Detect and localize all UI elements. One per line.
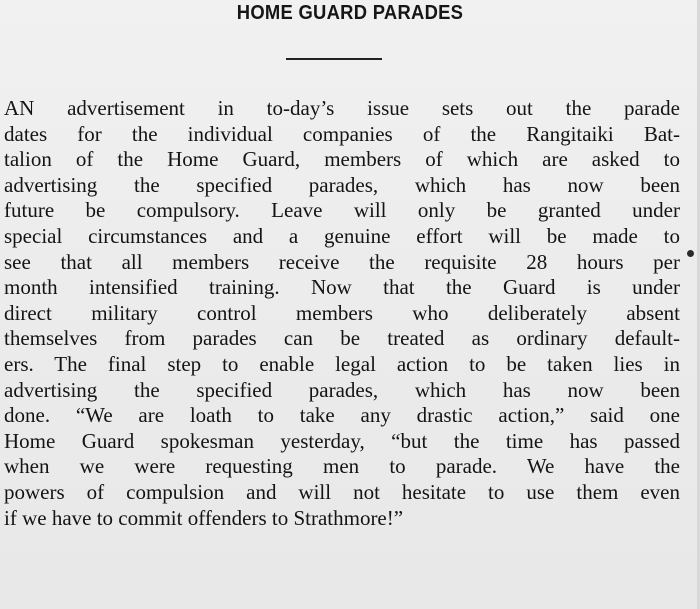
article-line: dates for the individual companies of the Rangitaiki Bat-: [4, 121, 680, 146]
article-line: AN advertisement in to-day’s issue sets out the parade: [4, 96, 680, 120]
article-line: special circumstances and a genuine effort will be made to: [4, 223, 680, 248]
article-line: see that all members receive the requisite 28 hours per: [4, 249, 680, 274]
article-line: when we were requesting men to parade. We have the: [4, 454, 680, 479]
headline-rule: [286, 58, 382, 60]
article-line: future be compulsory. Leave will only be granted under: [4, 198, 680, 223]
article-line: month intensified training. Now that the Guard is under: [4, 275, 680, 300]
article-line: powers of compulsion and will not hesitate to use them even: [4, 479, 680, 504]
article-body: [4, 96, 680, 531]
article-line: direct military control members who deliberately absent: [4, 300, 680, 325]
article-line: themselves from parades can be treated as ordinary default-: [4, 326, 680, 351]
article-line: Home Guard spokesman yesterday, “but the time has passed: [4, 428, 680, 453]
article-line: ers. The final step to enable legal action to be taken lies in: [4, 351, 680, 376]
article-headline: HOME GUARD PARADES: [236, 2, 464, 24]
article-line: advertising the specified parades, which has now been: [4, 172, 680, 197]
article-line: advertising the specified parades, which has now been: [4, 377, 680, 402]
article-line: done. “We are loath to take any drastic action,” said one: [4, 403, 680, 428]
article-line: talion of the Home Guard, members of which are asked to: [4, 147, 680, 172]
ink-speck: [687, 250, 694, 257]
article-line: if we have to commit offenders to Strathmore!”: [4, 505, 404, 530]
